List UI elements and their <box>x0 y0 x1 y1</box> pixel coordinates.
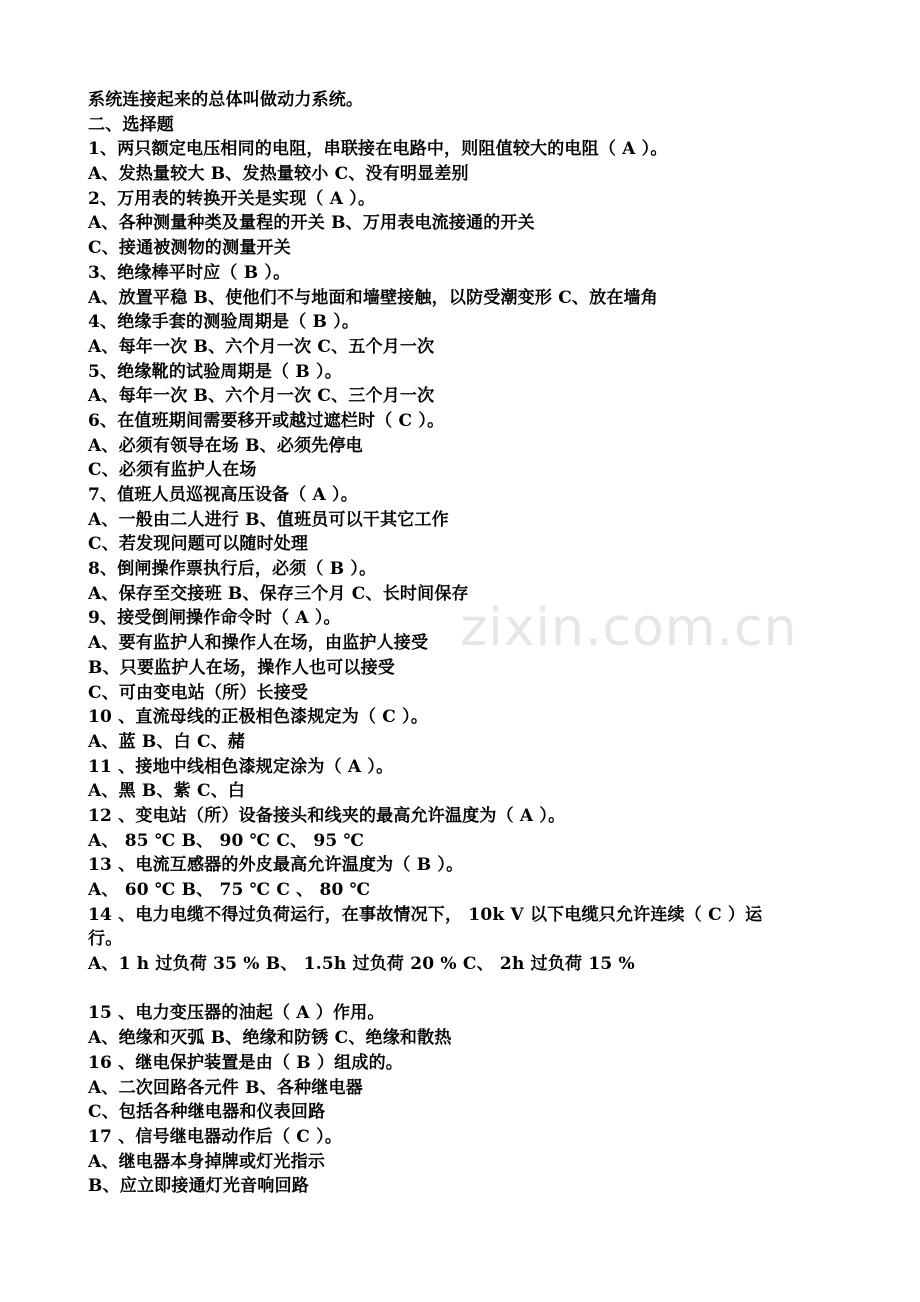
options-16-cont: C、包括各种继电器和仪表回路 <box>88 1102 326 1123</box>
options-4: A、每年一次 B、六个月一次 C、五个月一次 <box>88 336 435 357</box>
blank-line <box>88 977 848 1002</box>
options-1: A、发热量较大 B、发热量较小 C、没有明显差别 <box>88 164 469 185</box>
question-1: 1、两只额定电压相同的电阻，串联接在电路中，则阻值较大的电阻（ A ）。 <box>88 139 668 160</box>
question-14: 14 、电力电缆不得过负荷运行，在事故情况下， 10k V 以下电缆只允许连续（ C ）运 <box>88 904 763 925</box>
question-4: 4、绝缘手套的测验周期是（ B ）。 <box>88 312 360 333</box>
question-15: 15 、电力变压器的油起（ A ）作用。 <box>88 1003 385 1024</box>
question-12: 12 、变电站（所）设备接头和线夹的最高允许温度为（ A ）。 <box>88 805 566 826</box>
options-17-a: A、继电器本身掉牌或灯光指示 <box>88 1151 325 1172</box>
options-3: A、放置平稳 B、使他们不与地面和墙壁接触，以防受潮变形 C、放在墙角 <box>88 287 658 308</box>
options-7-cont: C、若发现问题可以随时处理 <box>88 534 309 555</box>
options-8: A、保存至交接班 B、保存三个月 C、长时间保存 <box>88 583 469 604</box>
question-16: 16 、继电保护装置是由（ B ）组成的。 <box>88 1052 403 1073</box>
options-11: A、黑 B、紫 C、白 <box>88 781 246 802</box>
question-5: 5、绝缘靴的试验周期是（ B ）。 <box>88 361 342 382</box>
options-9-b: B、只要监护人在场，操作人也可以接受 <box>88 657 395 678</box>
options-10: A、蓝 B、白 C、赭 <box>88 731 246 752</box>
options-7: A、一般由二人进行 B、值班员可以干其它工作 <box>88 509 449 530</box>
question-3: 3、绝缘棒平时应（ B ）。 <box>88 262 291 283</box>
options-2-cont: C、接通被测物的测量开关 <box>88 238 291 259</box>
options-5: A、每年一次 B、六个月一次 C、三个月一次 <box>88 386 435 407</box>
options-6-cont: C、必须有监护人在场 <box>88 460 257 481</box>
question-17: 17 、信号继电器动作后（ C ）。 <box>88 1126 343 1147</box>
question-6: 6、在值班期间需要移开或越过遮栏时（ C ）。 <box>88 410 445 431</box>
question-10: 10 、直流母线的正极相色漆规定为（ C ）。 <box>88 707 429 728</box>
options-9-c: C、可由变电站（所）长接受 <box>88 682 309 703</box>
text-line: 系统连接起来的总体叫做动力系统。 <box>88 90 364 110</box>
options-2: A、各种测量种类及量程的开关 B、万用表电流接通的开关 <box>88 213 535 234</box>
section-heading: 二、选择题 <box>88 114 174 135</box>
document-body <box>88 88 848 1199</box>
question-2: 2、万用表的转换开关是实现（ A ）。 <box>88 188 376 209</box>
question-14-cont: 行。 <box>88 929 123 950</box>
options-17-b: B、应立即接通灯光音响回路 <box>88 1176 309 1197</box>
options-15: A、绝缘和灭弧 B、绝缘和防锈 C、绝缘和散热 <box>88 1028 452 1049</box>
options-6: A、必须有领导在场 B、必须先停电 <box>88 435 363 456</box>
options-16: A、二次回路各元件 B、各种继电器 <box>88 1077 363 1098</box>
question-8: 8、倒闸操作票执行后，必须（ B ）。 <box>88 559 377 580</box>
options-9-a: A、要有监护人和操作人在场，由监护人接受 <box>88 633 429 654</box>
question-7: 7、值班人员巡视高压设备（ A ）。 <box>88 485 358 505</box>
question-11: 11 、接地中线相色漆规定涂为（ A ）。 <box>88 756 394 777</box>
options-14: A、1 h 过负荷 35 % B、 1.5h 过负荷 20 % C、 2h 过负荷 15 % <box>88 954 635 975</box>
question-13: 13 、电流互感器的外皮最高允许温度为（ B ）。 <box>88 855 464 876</box>
question-9: 9、接受倒闸操作命令时（ A ）。 <box>88 608 341 629</box>
watermark-text: zixin.com.cn <box>460 598 798 658</box>
options-12: A、 85 ℃ B、 90 ℃ C、 95 ℃ <box>88 830 365 851</box>
options-13: A、 60 ℃ B、 75 ℃ C 、 80 ℃ <box>88 880 371 900</box>
